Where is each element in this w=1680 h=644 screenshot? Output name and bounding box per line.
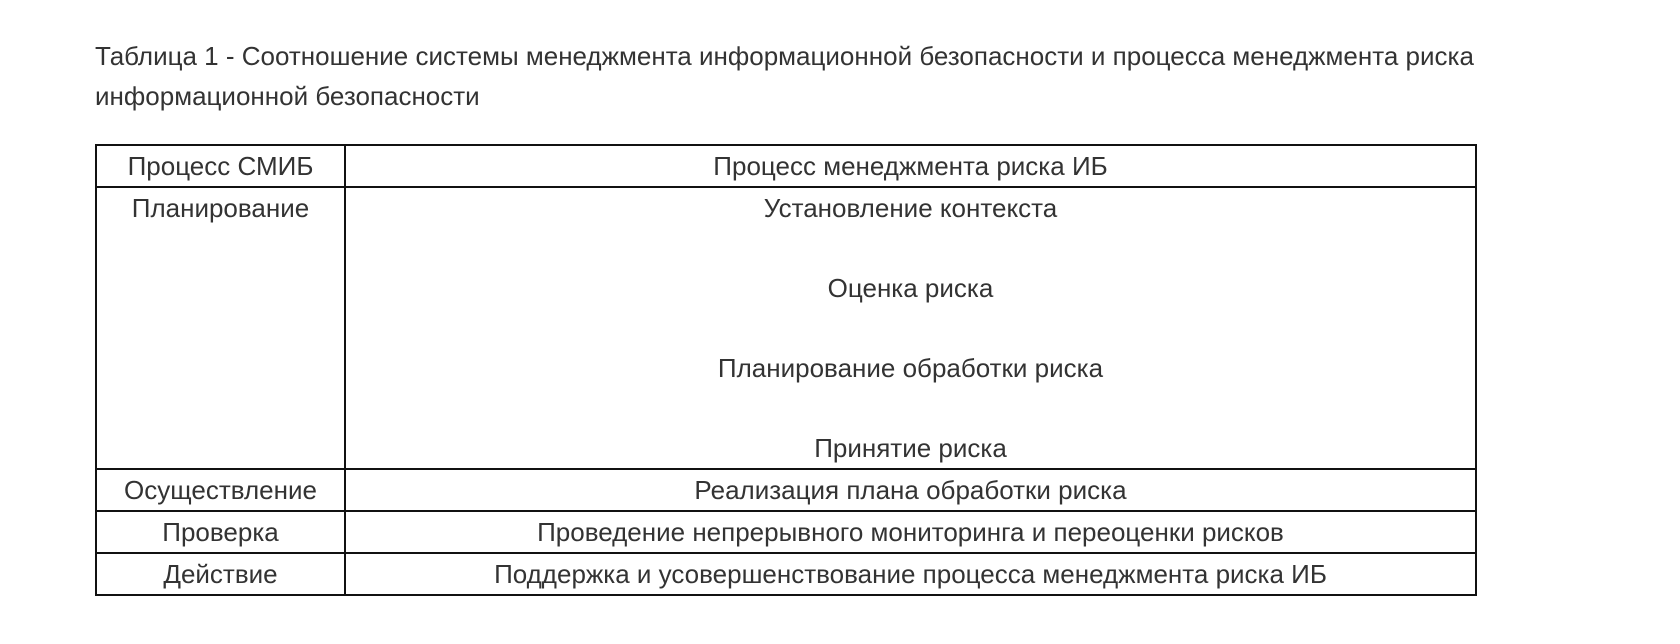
header-cell-smib-process: Процесс СМИБ [96,145,345,187]
risk-process-cell [345,553,1476,595]
cell-spacer [350,388,1471,428]
table-row [96,553,1476,595]
risk-process-item: Оценка риска [827,273,994,303]
risk-process-item: Принятие риска [814,433,1007,463]
table-row [96,187,1476,469]
risk-process-cell [345,469,1476,511]
risk-process-item: Проведение непрерывного мониторинга и переоценки рисков [537,517,1284,547]
table-caption: Таблица 1 - Соотношение системы менеджмента информационной безопасности и процесса менеджмента риска информационной безопасности [95,41,1474,111]
relationship-table [95,144,1477,596]
process-cell: Проверка [96,511,345,553]
table-row [96,511,1476,553]
cell-spacer [350,308,1471,348]
risk-process-item: Поддержка и усовершенствование процесса менеджмента риска ИБ [494,559,1327,589]
process-cell: Действие [96,553,345,595]
cell-spacer [350,228,1471,268]
risk-process-item: Установление контекста [763,193,1058,223]
risk-process-cell [345,511,1476,553]
risk-process-item: Планирование обработки риска [717,353,1104,383]
header-cell-risk-process: Процесс менеджмента риска ИБ [345,145,1476,187]
risk-process-item: Реализация плана обработки риска [694,475,1127,505]
process-cell: Осуществление [96,469,345,511]
table-row [96,469,1476,511]
document [95,36,1595,589]
risk-process-cell [345,187,1476,469]
process-cell: Планирование [96,187,345,469]
table-header-row [96,145,1476,187]
